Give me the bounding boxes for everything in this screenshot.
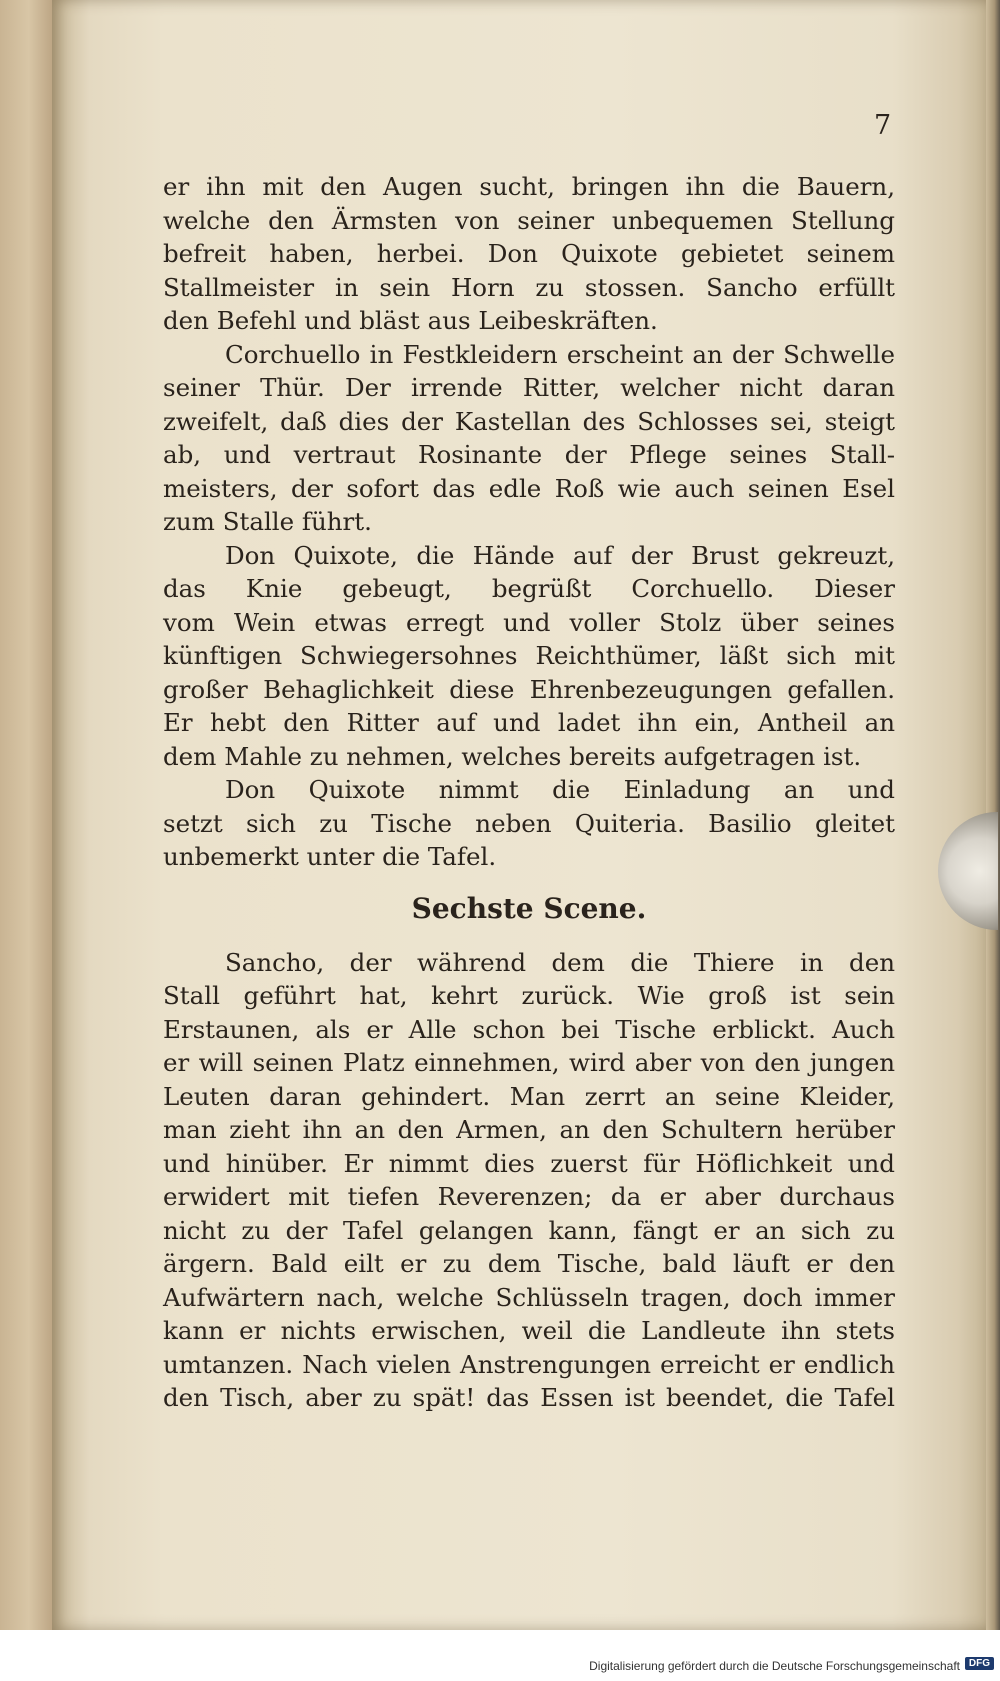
- text-line: den Befehl und bläst aus Leibeskräften.: [163, 306, 658, 335]
- text-line: Sancho, der während dem die Thiere in den: [225, 947, 895, 977]
- text-line: vom Wein etwas erregt und voller Stolz über seines: [163, 607, 895, 637]
- text-line: ab, und vertraut Rosinante der Pflege seines Stall-: [163, 440, 895, 469]
- text-line: setzt sich zu Tische neben Quiteria. Basilio gleitet: [163, 808, 895, 838]
- text-line: nicht zu der Tafel gelangen kann, fängt er an sich zu: [163, 1215, 895, 1245]
- text-line: Leuten daran gehindert. Man zerrt an seine Kleider,: [163, 1081, 895, 1111]
- text-line: zum Stalle führt.: [163, 507, 372, 536]
- text-line: Stall geführt hat, kehrt zurück. Wie groß ist sein: [163, 981, 895, 1010]
- paragraph: [163, 946, 895, 1415]
- dfg-logo: DFG: [965, 1657, 994, 1670]
- text-line: befreit haben, herbei. Don Quixote gebietet seinem: [163, 239, 895, 268]
- text-line: er will seinen Platz einnehmen, wird aber von den jungen: [163, 1048, 895, 1077]
- footer-bar: [0, 1630, 1000, 1681]
- funding-credit: Digitalisierung gefördert durch die Deutsche Forschungsgemeinschaft: [589, 1659, 960, 1673]
- text-line: seiner Thür. Der irrende Ritter, welcher nicht daran: [163, 373, 895, 402]
- text-line: künftigen Schwiegersohnes Reichthümer, läßt sich mit: [163, 641, 895, 670]
- page-number: 7: [874, 110, 892, 141]
- text-line: welche den Ärmsten von seiner unbequemen Stellung: [163, 205, 895, 235]
- text-line: Erstaunen, als er Alle schon bei Tische erblickt. Auch: [163, 1014, 895, 1044]
- text-line: umtanzen. Nach vielen Anstrengungen erreicht er endlich: [163, 1349, 895, 1379]
- text-line: ärgern. Bald eilt er zu dem Tische, bald läuft er den: [163, 1249, 895, 1278]
- text-line: Don Quixote nimmt die Einladung an und: [225, 775, 895, 804]
- body-text: [163, 170, 895, 1415]
- text-line: das Knie gebeugt, begrüßt Corchuello. Dieser: [163, 574, 895, 603]
- book-cover-edge: [0, 0, 52, 1630]
- text-line: unbemerkt unter die Tafel.: [163, 842, 497, 871]
- paragraph: [163, 170, 895, 338]
- text-line: er ihn mit den Augen sucht, bringen ihn die Bauern,: [163, 172, 895, 201]
- text-line: zweifelt, daß dies der Kastellan des Schlosses sei, steigt: [163, 406, 895, 436]
- text-line: Stallmeister in sein Horn zu stossen. Sancho erfüllt: [163, 272, 895, 302]
- text-line: großer Behaglichkeit diese Ehrenbezeugungen gefallen.: [163, 674, 895, 704]
- text-line: Don Quixote, die Hände auf der Brust gekreuzt,: [225, 540, 895, 570]
- text-line: Er hebt den Ritter auf und ladet ihn ein, Antheil an: [163, 708, 895, 737]
- text-line: meisters, der sofort das edle Roß wie auch seinen Esel: [163, 473, 895, 503]
- text-line: kann er nichts erwischen, weil die Landleute ihn stets: [163, 1316, 895, 1345]
- paragraph: [163, 773, 895, 874]
- scene-heading: Sechste Scene.: [411, 891, 647, 925]
- paragraph: [163, 338, 895, 539]
- text-line: Aufwärtern nach, welche Schlüsseln tragen, doch immer: [163, 1282, 895, 1312]
- paragraph: [163, 539, 895, 774]
- text-line: Corchuello in Festkleidern erscheint an der Schwelle: [225, 339, 895, 369]
- text-line: man zieht ihn an den Armen, an den Schultern herüber: [163, 1115, 895, 1144]
- text-line: erwidert mit tiefen Reverenzen; da er aber durchaus: [163, 1182, 895, 1211]
- text-line: und hinüber. Er nimmt dies zuerst für Höflichkeit und: [163, 1148, 895, 1178]
- text-line: dem Mahle zu nehmen, welches bereits aufgetragen ist.: [163, 741, 862, 771]
- text-line: den Tisch, aber zu spät! das Essen ist beendet, die Tafel: [163, 1383, 895, 1412]
